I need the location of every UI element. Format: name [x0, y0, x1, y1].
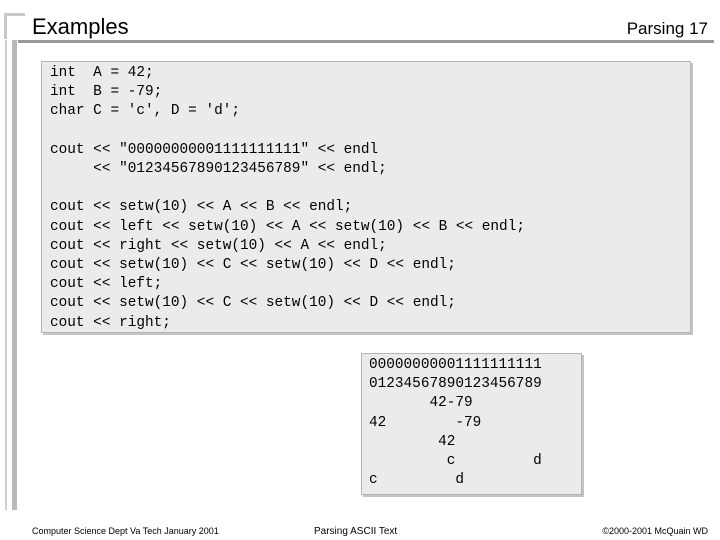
code-line: << "01234567890123456789" << endl;: [50, 161, 387, 178]
output-text: [369, 356, 581, 490]
code-line: [50, 122, 690, 141]
corner-bracket-top: [4, 13, 25, 16]
output-line: 42: [369, 433, 456, 450]
slide-title: Examples: [32, 14, 129, 39]
output-line: c d: [369, 453, 542, 470]
footer-topic: Parsing ASCII Text: [314, 526, 398, 537]
slide-label: Parsing 17: [626, 19, 708, 38]
output-line: 01234567890123456789: [369, 376, 542, 393]
code-text: [50, 64, 690, 333]
footer-copyright: ©2000-2001 McQuain WD: [602, 526, 708, 536]
code-line: char C = 'c', D = 'd';: [50, 103, 240, 120]
output-line: 00000000001111111111: [369, 357, 542, 373]
code-line: int A = 42;: [50, 65, 154, 81]
code-line: cout << right;: [50, 314, 171, 331]
corner-bracket-side: [4, 13, 7, 39]
code-line: cout << left;: [50, 276, 163, 293]
left-rule-thin: [5, 40, 7, 510]
code-line: cout << setw(10) << C << setw(10) << D << endl;: [50, 257, 456, 274]
program-output: [361, 353, 582, 495]
code-line: cout << left << setw(10) << A << setw(10) << B << endl;: [50, 218, 525, 235]
left-rule-thick: [12, 40, 17, 510]
code-line: cout << right << setw(10) << A << endl;: [50, 237, 387, 254]
code-line: cout << "00000000001111111111" << endl: [50, 141, 379, 158]
footer-course: Computer Science Dept Va Tech January 2001: [32, 526, 219, 536]
output-line: c d: [369, 472, 464, 489]
output-line: 42 -79: [369, 414, 482, 431]
code-line: cout << setw(10) << A << B << endl;: [50, 199, 353, 216]
title-underline: [18, 40, 714, 43]
output-line: 42-79: [369, 395, 473, 412]
code-line: int B = -79;: [50, 84, 163, 101]
code-listing: [41, 61, 691, 333]
code-line: [50, 179, 690, 198]
code-line: cout << setw(10) << C << setw(10) << D << endl;: [50, 295, 456, 312]
